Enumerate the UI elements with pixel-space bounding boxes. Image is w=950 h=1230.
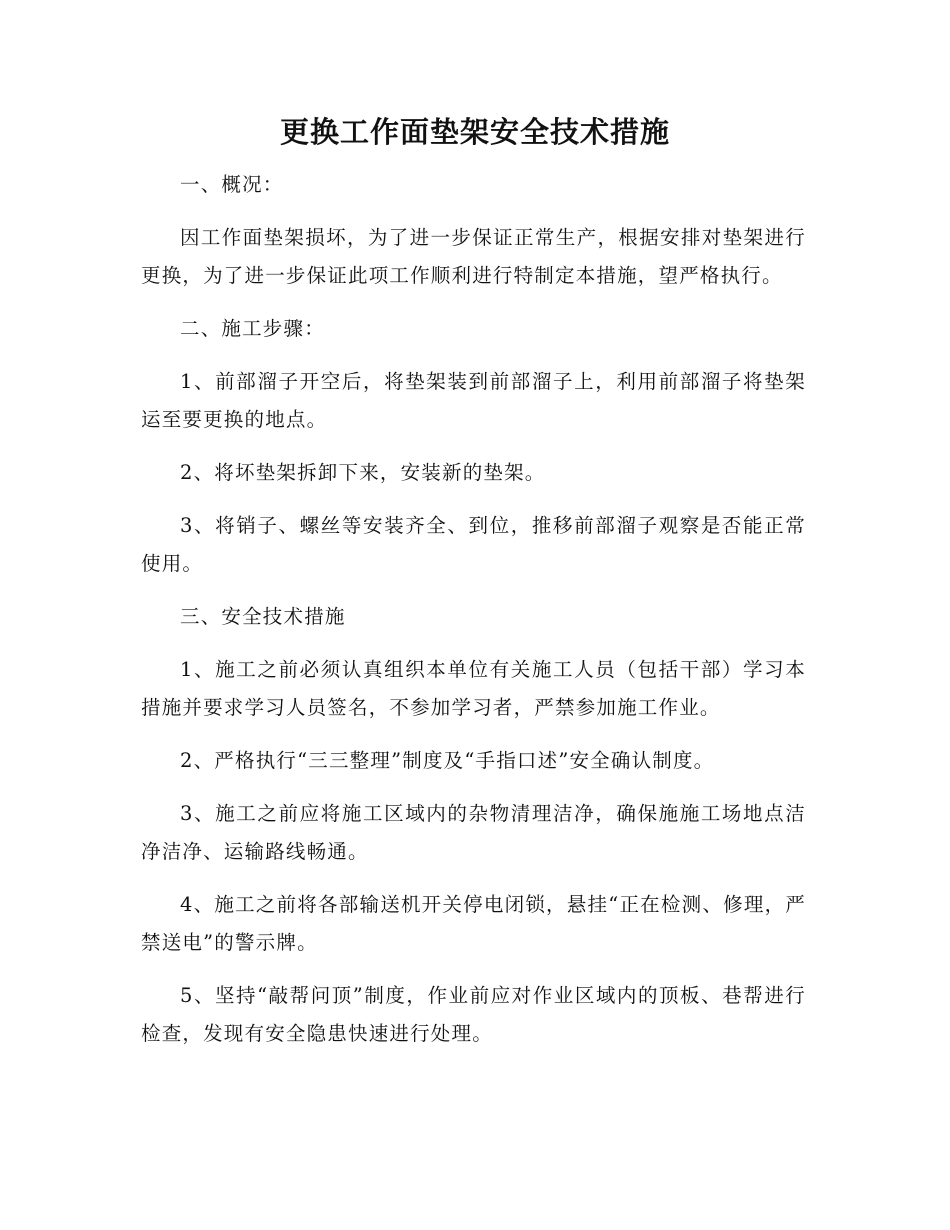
step-item-1: 1、前部溜子开空后，将垫架装到前部溜子上，利用前部溜子将垫架运至要更换的地点。	[141, 370, 806, 431]
safety-item-2: 2、严格执行“三三整理”制度及“手指口述”安全确认制度。	[180, 749, 715, 772]
section-heading-safety: 三、安全技术措施	[180, 605, 346, 628]
step-item-2: 2、将坏垫架拆卸下来，安装新的垫架。	[180, 461, 546, 484]
overview-paragraph: 因工作面垫架损坏，为了进一步保证正常生产，根据安排对垫架进行更换，为了进一步保证此项工作顺利进行特制定本措施，望严格执行。	[141, 226, 806, 287]
section-heading-steps: 二、施工步骤：	[180, 317, 325, 340]
safety-item-4: 4、施工之前将各部输送机开关停电闭锁，悬挂“正在检测、修理，严禁送电”的警示牌。	[141, 893, 806, 954]
safety-item-3: 3、施工之前应将施工区域内的杂物清理洁净，确保施施工场地点洁净洁净、运输路线畅通。	[141, 802, 806, 863]
step-item-3: 3、将销子、螺丝等安装齐全、到位，推移前部溜子观察是否能正常使用。	[141, 514, 806, 575]
document-title: 更换工作面垫架安全技术措施	[279, 115, 670, 149]
section-heading-overview: 一、概况：	[180, 173, 284, 196]
document-body	[141, 166, 806, 1068]
safety-item-1: 1、施工之前必须认真组织本单位有关施工人员（包括干部）学习本措施并要求学习人员签名，不参加学习者，严禁参加施工作业。	[141, 658, 806, 719]
safety-item-5: 5、坚持“敲帮问顶”制度，作业前应对作业区域内的顶板、巷帮进行检查，发现有安全隐患快速进行处理。	[141, 984, 806, 1045]
